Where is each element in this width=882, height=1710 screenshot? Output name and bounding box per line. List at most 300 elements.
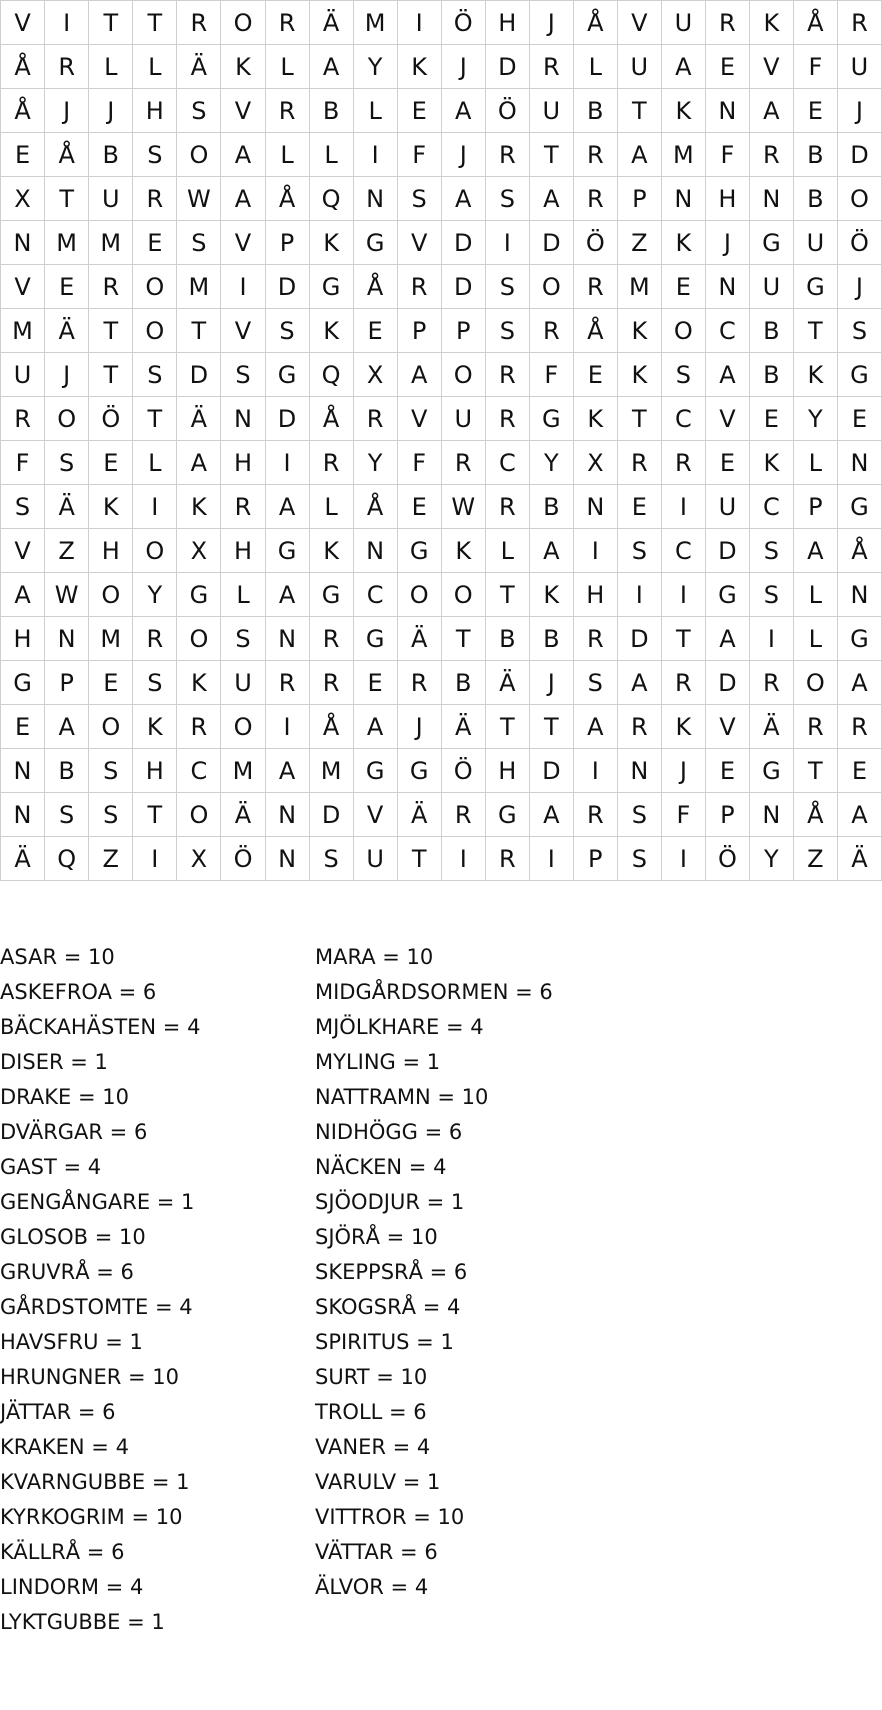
grid-cell[interactable]: G: [353, 221, 397, 265]
grid-cell[interactable]: Z: [45, 529, 89, 573]
grid-cell[interactable]: X: [177, 529, 221, 573]
grid-cell[interactable]: Ä: [397, 617, 441, 661]
grid-cell[interactable]: B: [573, 89, 617, 133]
grid-cell[interactable]: Ä: [45, 309, 89, 353]
grid-cell[interactable]: M: [89, 617, 133, 661]
grid-cell[interactable]: I: [617, 573, 661, 617]
grid-cell[interactable]: Å: [837, 529, 881, 573]
grid-cell[interactable]: A: [837, 661, 881, 705]
grid-cell[interactable]: K: [661, 221, 705, 265]
grid-cell[interactable]: V: [1, 529, 45, 573]
grid-cell[interactable]: T: [133, 1, 177, 45]
grid-cell[interactable]: L: [221, 573, 265, 617]
grid-cell[interactable]: H: [705, 177, 749, 221]
grid-cell[interactable]: R: [661, 661, 705, 705]
grid-cell[interactable]: R: [749, 133, 793, 177]
grid-cell[interactable]: I: [265, 705, 309, 749]
grid-cell[interactable]: A: [1, 573, 45, 617]
grid-cell[interactable]: O: [177, 793, 221, 837]
grid-cell[interactable]: R: [837, 705, 881, 749]
grid-cell[interactable]: R: [1, 397, 45, 441]
grid-cell[interactable]: Ä: [45, 485, 89, 529]
grid-cell[interactable]: L: [265, 133, 309, 177]
grid-cell[interactable]: V: [705, 705, 749, 749]
grid-cell[interactable]: O: [529, 265, 573, 309]
grid-cell[interactable]: L: [265, 45, 309, 89]
grid-cell[interactable]: D: [485, 45, 529, 89]
grid-cell[interactable]: P: [705, 793, 749, 837]
grid-cell[interactable]: S: [45, 793, 89, 837]
grid-cell[interactable]: K: [617, 309, 661, 353]
grid-cell[interactable]: P: [573, 837, 617, 881]
grid-cell[interactable]: T: [133, 397, 177, 441]
grid-cell[interactable]: S: [133, 133, 177, 177]
grid-cell[interactable]: N: [617, 749, 661, 793]
grid-cell[interactable]: B: [45, 749, 89, 793]
grid-cell[interactable]: K: [177, 485, 221, 529]
grid-cell[interactable]: I: [133, 837, 177, 881]
grid-cell[interactable]: E: [133, 221, 177, 265]
grid-cell[interactable]: Å: [1, 45, 45, 89]
grid-cell[interactable]: I: [661, 573, 705, 617]
grid-cell[interactable]: F: [397, 133, 441, 177]
grid-cell[interactable]: C: [485, 441, 529, 485]
grid-cell[interactable]: Q: [309, 353, 353, 397]
grid-cell[interactable]: L: [793, 441, 837, 485]
grid-cell[interactable]: V: [705, 397, 749, 441]
grid-cell[interactable]: D: [529, 221, 573, 265]
grid-cell[interactable]: V: [1, 1, 45, 45]
grid-cell[interactable]: J: [837, 265, 881, 309]
grid-cell[interactable]: G: [837, 485, 881, 529]
grid-cell[interactable]: N: [705, 265, 749, 309]
grid-cell[interactable]: A: [705, 353, 749, 397]
grid-cell[interactable]: G: [1, 661, 45, 705]
grid-cell[interactable]: M: [89, 221, 133, 265]
grid-cell[interactable]: T: [793, 749, 837, 793]
grid-cell[interactable]: R: [573, 617, 617, 661]
grid-cell[interactable]: P: [265, 221, 309, 265]
grid-cell[interactable]: S: [45, 441, 89, 485]
grid-cell[interactable]: F: [705, 133, 749, 177]
grid-cell[interactable]: Ö: [441, 1, 485, 45]
grid-cell[interactable]: X: [1, 177, 45, 221]
grid-cell[interactable]: D: [265, 397, 309, 441]
grid-cell[interactable]: R: [265, 89, 309, 133]
grid-cell[interactable]: Y: [749, 837, 793, 881]
grid-cell[interactable]: L: [793, 573, 837, 617]
grid-cell[interactable]: J: [705, 221, 749, 265]
grid-cell[interactable]: Q: [309, 177, 353, 221]
grid-cell[interactable]: Å: [309, 705, 353, 749]
grid-cell[interactable]: S: [837, 309, 881, 353]
grid-cell[interactable]: S: [309, 837, 353, 881]
grid-cell[interactable]: B: [89, 133, 133, 177]
grid-cell[interactable]: U: [89, 177, 133, 221]
grid-cell[interactable]: K: [529, 573, 573, 617]
grid-cell[interactable]: H: [1, 617, 45, 661]
grid-cell[interactable]: S: [265, 309, 309, 353]
grid-cell[interactable]: Y: [353, 45, 397, 89]
grid-cell[interactable]: A: [573, 705, 617, 749]
grid-cell[interactable]: R: [177, 705, 221, 749]
grid-cell[interactable]: E: [353, 661, 397, 705]
grid-cell[interactable]: E: [353, 309, 397, 353]
grid-cell[interactable]: Ä: [221, 793, 265, 837]
grid-cell[interactable]: B: [529, 617, 573, 661]
grid-cell[interactable]: B: [793, 177, 837, 221]
grid-cell[interactable]: G: [837, 617, 881, 661]
grid-cell[interactable]: H: [485, 1, 529, 45]
grid-cell[interactable]: S: [177, 221, 221, 265]
grid-cell[interactable]: B: [309, 89, 353, 133]
grid-cell[interactable]: R: [441, 793, 485, 837]
grid-cell[interactable]: O: [133, 309, 177, 353]
grid-cell[interactable]: G: [837, 353, 881, 397]
grid-cell[interactable]: M: [353, 1, 397, 45]
grid-cell[interactable]: D: [617, 617, 661, 661]
grid-cell[interactable]: K: [441, 529, 485, 573]
grid-cell[interactable]: J: [45, 353, 89, 397]
grid-cell[interactable]: D: [177, 353, 221, 397]
grid-cell[interactable]: K: [749, 441, 793, 485]
grid-cell[interactable]: B: [441, 661, 485, 705]
grid-cell[interactable]: S: [177, 89, 221, 133]
grid-cell[interactable]: S: [133, 661, 177, 705]
grid-cell[interactable]: H: [221, 529, 265, 573]
grid-cell[interactable]: D: [705, 529, 749, 573]
grid-cell[interactable]: K: [133, 705, 177, 749]
grid-cell[interactable]: S: [1, 485, 45, 529]
grid-cell[interactable]: G: [265, 353, 309, 397]
grid-cell[interactable]: W: [177, 177, 221, 221]
grid-cell[interactable]: O: [837, 177, 881, 221]
grid-cell[interactable]: J: [441, 45, 485, 89]
grid-cell[interactable]: C: [661, 397, 705, 441]
grid-cell[interactable]: L: [573, 45, 617, 89]
grid-cell[interactable]: R: [45, 45, 89, 89]
grid-cell[interactable]: K: [661, 705, 705, 749]
grid-cell[interactable]: E: [749, 397, 793, 441]
grid-cell[interactable]: R: [133, 177, 177, 221]
grid-cell[interactable]: Z: [617, 221, 661, 265]
grid-cell[interactable]: M: [661, 133, 705, 177]
grid-cell[interactable]: E: [837, 749, 881, 793]
grid-cell[interactable]: E: [89, 441, 133, 485]
grid-cell[interactable]: O: [661, 309, 705, 353]
grid-cell[interactable]: A: [617, 133, 661, 177]
grid-cell[interactable]: E: [617, 485, 661, 529]
grid-cell[interactable]: O: [45, 397, 89, 441]
grid-cell[interactable]: Z: [89, 837, 133, 881]
grid-cell[interactable]: P: [397, 309, 441, 353]
grid-cell[interactable]: U: [705, 485, 749, 529]
grid-cell[interactable]: K: [309, 221, 353, 265]
grid-cell[interactable]: S: [89, 749, 133, 793]
grid-cell[interactable]: G: [529, 397, 573, 441]
grid-cell[interactable]: A: [793, 529, 837, 573]
grid-cell[interactable]: T: [89, 1, 133, 45]
grid-cell[interactable]: A: [617, 661, 661, 705]
grid-cell[interactable]: D: [529, 749, 573, 793]
grid-cell[interactable]: V: [397, 397, 441, 441]
grid-cell[interactable]: E: [837, 397, 881, 441]
grid-cell[interactable]: B: [749, 309, 793, 353]
grid-cell[interactable]: S: [617, 793, 661, 837]
grid-cell[interactable]: H: [133, 749, 177, 793]
grid-cell[interactable]: J: [89, 89, 133, 133]
grid-cell[interactable]: H: [485, 749, 529, 793]
grid-cell[interactable]: S: [749, 529, 793, 573]
grid-cell[interactable]: Å: [353, 485, 397, 529]
grid-cell[interactable]: N: [705, 89, 749, 133]
grid-cell[interactable]: R: [485, 485, 529, 529]
grid-cell[interactable]: A: [265, 485, 309, 529]
grid-cell[interactable]: R: [573, 177, 617, 221]
grid-cell[interactable]: I: [661, 485, 705, 529]
grid-cell[interactable]: P: [793, 485, 837, 529]
grid-cell[interactable]: A: [45, 705, 89, 749]
grid-cell[interactable]: V: [221, 309, 265, 353]
grid-cell[interactable]: F: [661, 793, 705, 837]
grid-cell[interactable]: U: [837, 45, 881, 89]
grid-cell[interactable]: G: [485, 793, 529, 837]
grid-cell[interactable]: U: [661, 1, 705, 45]
grid-cell[interactable]: O: [177, 133, 221, 177]
grid-cell[interactable]: J: [45, 89, 89, 133]
grid-cell[interactable]: X: [573, 441, 617, 485]
grid-cell[interactable]: Ä: [485, 661, 529, 705]
grid-cell[interactable]: C: [661, 529, 705, 573]
grid-cell[interactable]: L: [133, 45, 177, 89]
grid-cell[interactable]: A: [221, 177, 265, 221]
grid-cell[interactable]: F: [397, 441, 441, 485]
grid-cell[interactable]: Ö: [441, 749, 485, 793]
grid-cell[interactable]: Å: [793, 793, 837, 837]
grid-cell[interactable]: U: [441, 397, 485, 441]
grid-cell[interactable]: F: [529, 353, 573, 397]
grid-cell[interactable]: E: [1, 133, 45, 177]
grid-cell[interactable]: S: [661, 353, 705, 397]
grid-cell[interactable]: V: [397, 221, 441, 265]
grid-cell[interactable]: Å: [1, 89, 45, 133]
grid-cell[interactable]: R: [661, 441, 705, 485]
grid-cell[interactable]: Ä: [837, 837, 881, 881]
grid-cell[interactable]: D: [441, 265, 485, 309]
grid-cell[interactable]: T: [441, 617, 485, 661]
grid-cell[interactable]: T: [177, 309, 221, 353]
grid-cell[interactable]: A: [441, 177, 485, 221]
grid-cell[interactable]: Q: [45, 837, 89, 881]
grid-cell[interactable]: R: [397, 265, 441, 309]
grid-cell[interactable]: A: [837, 793, 881, 837]
grid-cell[interactable]: R: [177, 1, 221, 45]
grid-cell[interactable]: G: [705, 573, 749, 617]
grid-cell[interactable]: B: [793, 133, 837, 177]
grid-cell[interactable]: L: [133, 441, 177, 485]
grid-cell[interactable]: E: [705, 441, 749, 485]
grid-cell[interactable]: R: [265, 1, 309, 45]
grid-cell[interactable]: X: [177, 837, 221, 881]
grid-cell[interactable]: I: [661, 837, 705, 881]
grid-cell[interactable]: K: [397, 45, 441, 89]
grid-cell[interactable]: R: [837, 1, 881, 45]
grid-cell[interactable]: O: [177, 617, 221, 661]
grid-cell[interactable]: U: [529, 89, 573, 133]
grid-cell[interactable]: T: [485, 705, 529, 749]
grid-cell[interactable]: I: [353, 133, 397, 177]
grid-cell[interactable]: T: [133, 793, 177, 837]
grid-cell[interactable]: Ä: [749, 705, 793, 749]
grid-cell[interactable]: R: [89, 265, 133, 309]
grid-cell[interactable]: D: [309, 793, 353, 837]
grid-cell[interactable]: O: [89, 705, 133, 749]
grid-cell[interactable]: T: [45, 177, 89, 221]
grid-cell[interactable]: O: [221, 1, 265, 45]
grid-cell[interactable]: M: [309, 749, 353, 793]
grid-cell[interactable]: N: [749, 177, 793, 221]
grid-cell[interactable]: I: [441, 837, 485, 881]
grid-cell[interactable]: N: [353, 177, 397, 221]
grid-cell[interactable]: R: [749, 661, 793, 705]
grid-cell[interactable]: R: [485, 133, 529, 177]
grid-cell[interactable]: V: [221, 221, 265, 265]
grid-cell[interactable]: K: [617, 353, 661, 397]
grid-cell[interactable]: A: [529, 793, 573, 837]
grid-cell[interactable]: V: [221, 89, 265, 133]
grid-cell[interactable]: K: [749, 1, 793, 45]
grid-cell[interactable]: A: [397, 353, 441, 397]
grid-cell[interactable]: H: [133, 89, 177, 133]
grid-cell[interactable]: V: [617, 1, 661, 45]
grid-cell[interactable]: Ä: [1, 837, 45, 881]
grid-cell[interactable]: S: [221, 353, 265, 397]
grid-cell[interactable]: N: [573, 485, 617, 529]
grid-cell[interactable]: J: [529, 661, 573, 705]
grid-cell[interactable]: R: [573, 793, 617, 837]
grid-cell[interactable]: A: [353, 705, 397, 749]
grid-cell[interactable]: D: [705, 661, 749, 705]
grid-cell[interactable]: A: [265, 573, 309, 617]
grid-cell[interactable]: C: [749, 485, 793, 529]
grid-cell[interactable]: Ö: [89, 397, 133, 441]
grid-cell[interactable]: L: [309, 485, 353, 529]
grid-cell[interactable]: R: [309, 617, 353, 661]
grid-cell[interactable]: N: [45, 617, 89, 661]
grid-cell[interactable]: R: [133, 617, 177, 661]
grid-cell[interactable]: U: [793, 221, 837, 265]
grid-cell[interactable]: N: [265, 837, 309, 881]
grid-cell[interactable]: F: [793, 45, 837, 89]
grid-cell[interactable]: N: [1, 221, 45, 265]
grid-cell[interactable]: Å: [573, 309, 617, 353]
grid-cell[interactable]: A: [309, 45, 353, 89]
grid-cell[interactable]: Ä: [441, 705, 485, 749]
grid-cell[interactable]: G: [353, 617, 397, 661]
grid-cell[interactable]: T: [617, 397, 661, 441]
grid-cell[interactable]: R: [309, 441, 353, 485]
grid-cell[interactable]: Y: [133, 573, 177, 617]
grid-cell[interactable]: N: [837, 573, 881, 617]
grid-cell[interactable]: K: [177, 661, 221, 705]
grid-cell[interactable]: B: [749, 353, 793, 397]
grid-cell[interactable]: K: [309, 309, 353, 353]
grid-cell[interactable]: T: [529, 705, 573, 749]
grid-cell[interactable]: H: [221, 441, 265, 485]
grid-cell[interactable]: L: [309, 133, 353, 177]
grid-cell[interactable]: P: [441, 309, 485, 353]
grid-cell[interactable]: V: [353, 793, 397, 837]
grid-cell[interactable]: A: [661, 45, 705, 89]
grid-cell[interactable]: T: [793, 309, 837, 353]
grid-cell[interactable]: R: [441, 441, 485, 485]
grid-cell[interactable]: J: [837, 89, 881, 133]
grid-cell[interactable]: S: [749, 573, 793, 617]
grid-cell[interactable]: A: [529, 529, 573, 573]
grid-cell[interactable]: V: [749, 45, 793, 89]
grid-cell[interactable]: R: [485, 353, 529, 397]
grid-cell[interactable]: K: [221, 45, 265, 89]
grid-cell[interactable]: O: [441, 573, 485, 617]
grid-cell[interactable]: O: [89, 573, 133, 617]
grid-cell[interactable]: J: [661, 749, 705, 793]
grid-cell[interactable]: K: [89, 485, 133, 529]
grid-cell[interactable]: G: [177, 573, 221, 617]
grid-cell[interactable]: C: [177, 749, 221, 793]
grid-cell[interactable]: F: [1, 441, 45, 485]
grid-cell[interactable]: Ö: [221, 837, 265, 881]
grid-cell[interactable]: T: [529, 133, 573, 177]
grid-cell[interactable]: Ö: [573, 221, 617, 265]
grid-cell[interactable]: Y: [353, 441, 397, 485]
grid-cell[interactable]: Ö: [705, 837, 749, 881]
grid-cell[interactable]: E: [661, 265, 705, 309]
grid-cell[interactable]: I: [45, 1, 89, 45]
grid-cell[interactable]: P: [45, 661, 89, 705]
grid-cell[interactable]: L: [89, 45, 133, 89]
grid-cell[interactable]: Å: [353, 265, 397, 309]
grid-cell[interactable]: N: [1, 749, 45, 793]
grid-cell[interactable]: R: [793, 705, 837, 749]
grid-cell[interactable]: N: [749, 793, 793, 837]
grid-cell[interactable]: R: [397, 661, 441, 705]
grid-cell[interactable]: O: [133, 529, 177, 573]
grid-cell[interactable]: T: [397, 837, 441, 881]
grid-cell[interactable]: Y: [793, 397, 837, 441]
grid-cell[interactable]: L: [793, 617, 837, 661]
grid-cell[interactable]: Å: [45, 133, 89, 177]
grid-cell[interactable]: I: [133, 485, 177, 529]
grid-cell[interactable]: C: [705, 309, 749, 353]
grid-cell[interactable]: O: [133, 265, 177, 309]
grid-cell[interactable]: T: [661, 617, 705, 661]
grid-cell[interactable]: R: [353, 397, 397, 441]
grid-cell[interactable]: S: [133, 353, 177, 397]
grid-cell[interactable]: E: [397, 89, 441, 133]
grid-cell[interactable]: E: [573, 353, 617, 397]
grid-cell[interactable]: Ö: [837, 221, 881, 265]
grid-cell[interactable]: R: [529, 45, 573, 89]
grid-cell[interactable]: I: [221, 265, 265, 309]
grid-cell[interactable]: R: [309, 661, 353, 705]
grid-cell[interactable]: R: [485, 397, 529, 441]
grid-cell[interactable]: Ä: [397, 793, 441, 837]
grid-cell[interactable]: G: [793, 265, 837, 309]
grid-cell[interactable]: K: [309, 529, 353, 573]
grid-cell[interactable]: A: [749, 89, 793, 133]
grid-cell[interactable]: B: [529, 485, 573, 529]
grid-cell[interactable]: Ä: [177, 45, 221, 89]
